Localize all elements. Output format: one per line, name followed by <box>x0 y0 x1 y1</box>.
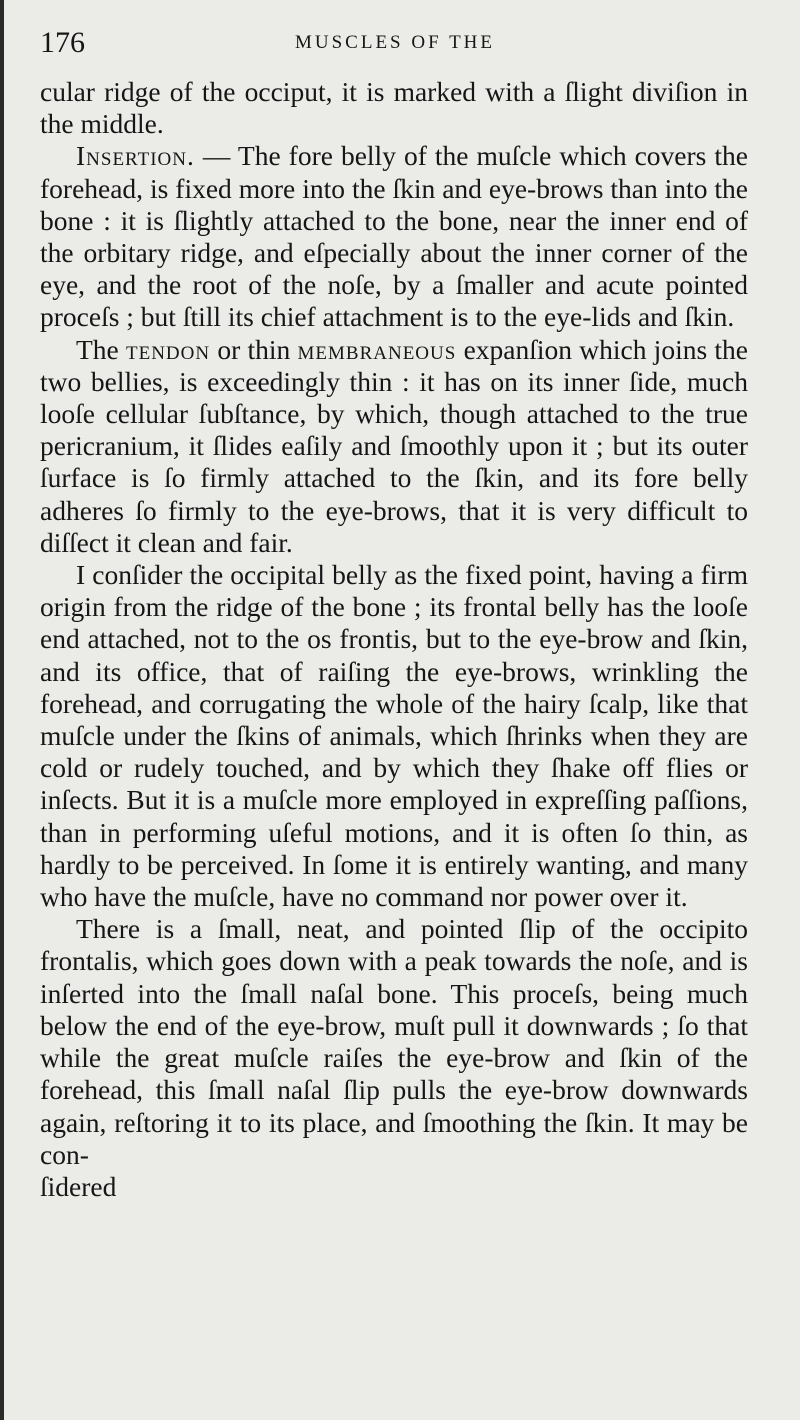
page-header <box>40 26 750 66</box>
paragraph-occipital-belly: I conſider the occipital belly as the fixed point, having a firm origin from the ridge of the bone ; its frontal belly has the looſe end attached, not to the os frontis, but to the eye-brow and ſkin, and its office, that of raiſing the eye-brows, wrinkling the forehead, and corrugating the whole of the hairy ſcalp, like that muſcle under the ſkins of animals, which ſhrinks when they are cold or rudely touched, and by which they ſhake off flies or inſects. But it is a muſcle more employed in expreſſing paſſions, than in performing uſeful motions, and it is often ſo thin, as hardly to be perceived. In ſome it is entirely wanting, and many who have the muſcle, have no command nor power over it. <box>40 559 748 913</box>
body-text <box>40 76 748 1203</box>
term-tendon: tendon <box>126 333 211 365</box>
paragraph-continuation: cular ridge of the occiput, it is marked with a ſlight diviſion in the middle. <box>40 76 748 140</box>
page-number: 176 <box>40 26 85 59</box>
running-head: MUSCLES OF THE <box>294 32 495 53</box>
section-heading-insertion: Insertion. <box>76 140 195 172</box>
paragraph-tendon <box>40 334 748 559</box>
paragraph-tendon-mid: or thin <box>210 333 298 365</box>
paragraph-insertion-text: — The fore belly of the muſcle which covers the forehead, is fixed more into the ſkin and eye-brows than into the bone : it is ſlightly attached to the bone, near the inner end of the orbitary ridge, and eſpecially about the inner corner of the eye, and the root of the noſe, by a ſmaller and acute pointed proceſs ; but ſtill its chief attachment is to the eye-lids and ſkin. <box>40 140 748 333</box>
paragraph-tendon-pre: The <box>76 333 126 365</box>
page-binding-edge <box>0 0 4 1420</box>
paragraph-insertion <box>40 140 748 333</box>
term-membraneous: membraneous <box>297 333 457 365</box>
paragraph-nasal-slip: There is a ſmall, neat, and pointed ſlip of the occipito frontalis, which goes down with a peak towards the noſe, and is inſerted into the ſmall naſal bone. This proceſs, being much below the end of the eye-brow, muſt pull it downwards ; ſo that while the great muſcle raiſes the eye-brow and ſkin of the forehead, this ſmall naſal ſlip pulls the eye-brow downwards again, reſtoring it to its place, and ſmoothing the ſkin. It may be con- <box>40 913 748 1170</box>
catchword: ſidered <box>40 1170 117 1202</box>
paragraph-tendon-text: expanſion which joins the two bellies, is exceedingly thin : it has on its inner ſide, much looſe cellular ſubſtance, by which, though attached to the true pericranium, it ſlides eaſily and ſmoothly upon it ; but its outer ſurface is ſo firmly attached to the ſkin, and its fore belly adheres ſo firmly to the eye-brows, that it is very difficult to diſſect it clean and fair. <box>40 333 748 558</box>
